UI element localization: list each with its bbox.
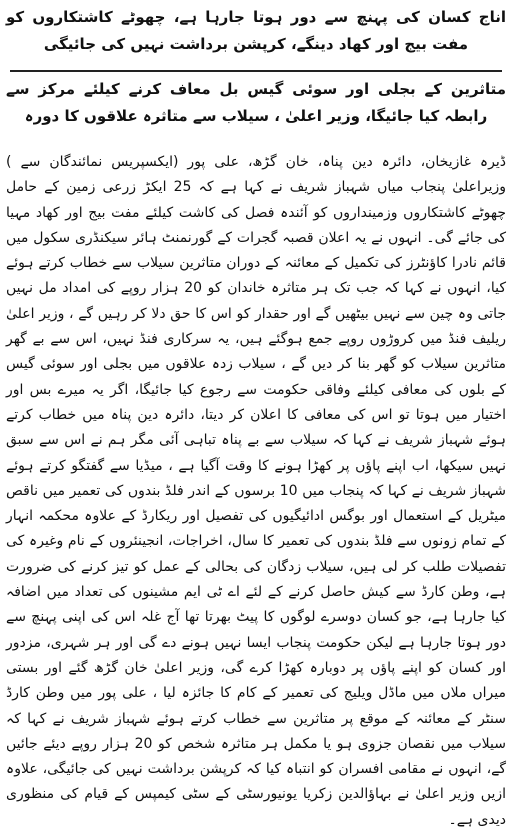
article-body: ڈیرہ غازیخان، دائرہ دین پناہ، خان گڑھ، علی پور (ایکسپریس نمائندگان سے ) وزیراعلیٰ پنجاب میاں شہباز شریف نے کہا ہے کہ 25 ایکڑ زرعی زمین کے حامل چھوٹے کاشتکاروں وزمینداروں کو آئندہ فصل کی کاشت کیلئے مفت بیج اور کھاد مہیا کی جائے گی۔ انہوں نے یہ اعلان قصبہ گجرات کے گورنمنٹ ہائر سیکنڈری سکول میں قائم نادرا کاؤنٹرز کی تکمیل کے معائنہ کے دوران متاثرین سیلاب سے خطاب کرتے ہوئے کیا، انہوں نے کہا کہ جب تک ہر متاثرہ خاندان کو 20 ہزار روپے کی امداد مل نہیں جاتی وہ چین سے نہیں بیٹھیں گے اور حقدار کو اس کا حق دلا کر رہیں گے ، وزیر اعلیٰ ریلیف فنڈ میں کروڑوں روپے جمع ہوگئے ہیں، یہ سرکاری فنڈ نہیں، اس سے بے گھر متاثرین سیلاب کو گھر بنا کر دیں گے ، سیلاب زدہ علاقوں میں بجلی اور سوئی گیس کے بلوں کی معافی کیلئے وفاقی حکومت سے رجوع کیا جائیگا، اگر یہ میرے بس اور اختیار میں ہوتا تو اس کی معافی کا اعلان کر دیتا، دائرہ دین پناہ میں خطاب کرتے ہوئے شہباز شریف نے کہا کہ سیلاب سے بے پناہ تباہی آئی مگر ہم نے اس سے سبق نہیں سیکھا، اب اپنے پاؤں پر کھڑا ہونے کا وقت آگیا ہے ، میڈیا سے گفتگو کرتے ہوئے شہباز شریف نے کہا کہ پنجاب میں 10 برسوں کے اندر فلڈ بندوں کی تعمیر میں ناقص میٹریل کے استعمال اور بوگس ادائیگیوں کی تفصیل اور ریکارڈ کے علاوہ محکمہ انہار کے تمام زونوں سے فلڈ بندوں کی تعمیر کا سال، اخراجات، انجینئروں کے نام وغیرہ کی تفصیلات طلب کر لی ہیں، سیلاب زدگان کی بحالی کے عمل کو تیز کرنے کی ضرورت ہے، وطن کارڈ سے کیش حاصل کرنے کے لئے اے ٹی ایم مشینوں کی تعداد میں اضافہ کیا جارہا ہے، جو کسان دوسرے لوگوں کا پیٹ بھرتا تھا آج غلہ اس کی اپنی پہنچ سے دور ہوتا جارہا ہے لیکن حکومت پنجاب ایسا نہیں ہونے دے گی اور ہر شہری، مزدور اور کسان کو اپنے پاؤں پر دوبارہ کھڑا کرے گی، وزیر اعلیٰ خان گڑھ گئے اور بستی میراں ملاں میں ماڈل ویلیج کی تعمیر کے کام کا جائزہ لیا ، علی پور میں وطن کارڈ سنٹر کے معائنہ کے موقع پر متاثرین سے خطاب کرتے ہوئے شہباز شریف نے کہا کہ سیلاب میں نقصان جزوی ہو یا مکمل ہر متاثرہ شخص کو 20 ہزار روپے دیئے جائیں گے، انہوں نے مقامی افسران کو انتباہ کیا کہ کرپشن برداشت نہیں کی جائیگی، علاوہ ازیں وزیر اعلیٰ نے بہاؤالدین زکریا یونیورسٹی کے سٹی کیمپس کے قیام کی منظوری دیدی ہے۔ bbox=[6, 154, 506, 828]
headline-secondary: متاثرین کے بجلی اور سوئی گیس بل معاف کرنے کیلئے مرکز سے رابطہ کیا جائیگا، وزیر اعلیٰ ، سیلاب سے متاثرہ علاقوں کا دورہ bbox=[6, 80, 506, 125]
headline-primary: اناج کسان کی پہنچ سے دور ہوتا جارہا ہے، چھوٹے کاشتکاروں کو مفت بیج اور کھاد دینگے، کرپشن برداشت نہیں کی جائیگی bbox=[6, 8, 506, 53]
headline-divider bbox=[10, 70, 502, 72]
